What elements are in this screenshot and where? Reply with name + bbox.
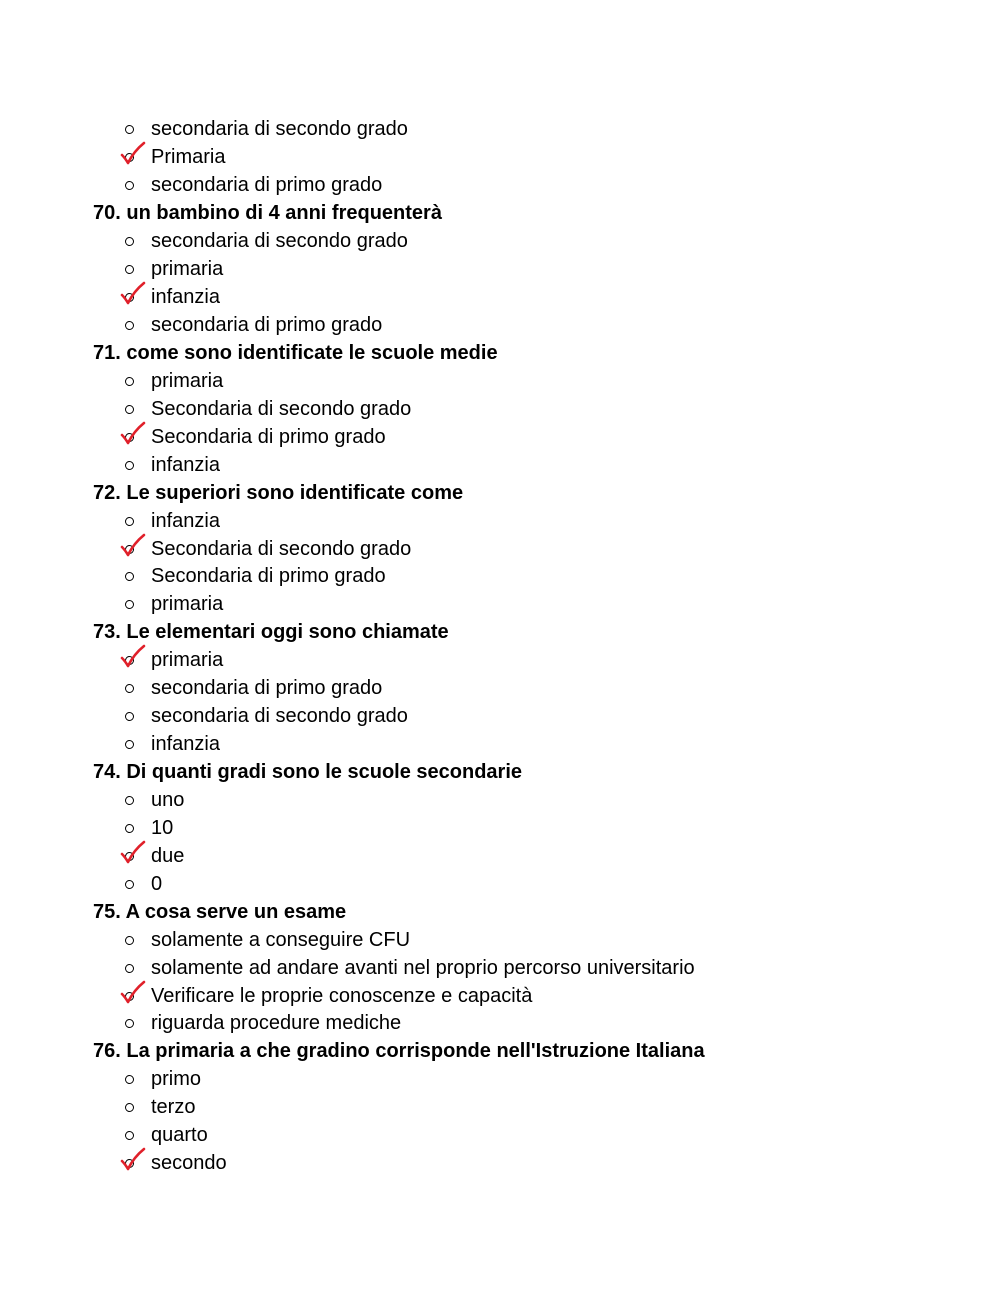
option-label: primaria (151, 593, 224, 616)
answer-option[interactable] (0, 367, 1000, 395)
circle-icon (125, 600, 134, 609)
answer-option[interactable] (0, 172, 1000, 200)
answer-option[interactable] (0, 731, 1000, 759)
radio-bullet-icon[interactable] (122, 983, 151, 1010)
option-label: due (151, 844, 185, 867)
option-label: quarto (151, 1124, 208, 1147)
radio-bullet-icon[interactable] (122, 927, 151, 954)
checkmark-icon (120, 840, 146, 868)
option-label: Secondaria di secondo grado (151, 397, 412, 420)
answer-option[interactable] (0, 814, 1000, 842)
question-heading: 76. La primaria a che gradino corrisponde nell'Istruzione Italiana (93, 1040, 705, 1063)
radio-bullet-icon[interactable] (122, 647, 151, 674)
radio-bullet-icon[interactable] (122, 955, 151, 982)
option-label: primo (151, 1068, 202, 1091)
circle-icon (125, 1131, 134, 1140)
answer-option-checked[interactable] (0, 144, 1000, 172)
circle-icon (125, 880, 134, 889)
answer-option[interactable] (0, 926, 1000, 954)
answer-option-checked[interactable] (0, 982, 1000, 1010)
circle-icon (125, 964, 134, 973)
answer-option[interactable] (0, 395, 1000, 423)
option-label: Secondaria di primo grado (151, 565, 386, 588)
answer-option[interactable] (0, 675, 1000, 703)
answer-option[interactable] (0, 1094, 1000, 1122)
radio-bullet-icon[interactable] (122, 312, 151, 339)
radio-bullet-icon[interactable] (122, 172, 151, 199)
answer-option[interactable] (0, 507, 1000, 535)
answer-option[interactable] (0, 870, 1000, 898)
option-label: uno (151, 788, 185, 811)
radio-bullet-icon[interactable] (122, 284, 151, 311)
option-label: Secondaria di secondo grado (151, 537, 412, 560)
circle-icon (125, 265, 134, 274)
circle-icon (125, 237, 134, 246)
answer-option[interactable] (0, 1010, 1000, 1038)
radio-bullet-icon[interactable] (122, 815, 151, 842)
answer-option-checked[interactable] (0, 535, 1000, 563)
option-label: secondaria di secondo grado (151, 230, 408, 253)
radio-bullet-icon[interactable] (122, 116, 151, 143)
answer-option[interactable] (0, 228, 1000, 256)
circle-icon (125, 517, 134, 526)
radio-bullet-icon[interactable] (122, 228, 151, 255)
circle-icon (125, 684, 134, 693)
answer-option[interactable] (0, 116, 1000, 144)
option-label: 10 (151, 816, 174, 839)
checkmark-icon (120, 644, 146, 672)
radio-bullet-icon[interactable] (122, 563, 151, 590)
answer-option[interactable] (0, 703, 1000, 731)
checkmark-icon (120, 1147, 146, 1175)
option-label: primaria (151, 258, 224, 281)
option-label: Secondaria di primo grado (151, 425, 386, 448)
circle-icon (125, 572, 134, 581)
question-heading: 71. come sono identificate le scuole medie (93, 341, 498, 364)
option-label: primaria (151, 369, 224, 392)
circle-icon (125, 405, 134, 414)
answer-option[interactable] (0, 954, 1000, 982)
radio-bullet-icon[interactable] (122, 1122, 151, 1149)
quiz-page (0, 116, 1000, 1178)
option-label: secondo (151, 1152, 227, 1175)
question-heading: 70. un bambino di 4 anni frequenterà (93, 202, 442, 225)
checkmark-icon (120, 533, 146, 561)
answer-option-checked[interactable] (0, 1150, 1000, 1178)
circle-icon (125, 461, 134, 470)
radio-bullet-icon[interactable] (122, 843, 151, 870)
circle-icon (125, 125, 134, 134)
option-label: infanzia (151, 733, 220, 756)
radio-bullet-icon[interactable] (122, 787, 151, 814)
radio-bullet-icon[interactable] (122, 1150, 151, 1177)
option-label: terzo (151, 1096, 196, 1119)
option-label: infanzia (151, 509, 220, 532)
circle-icon (125, 377, 134, 386)
checkmark-icon (120, 141, 146, 169)
answer-option[interactable] (0, 563, 1000, 591)
option-label: secondaria di primo grado (151, 677, 383, 700)
option-label: secondaria di primo grado (151, 314, 383, 337)
radio-bullet-icon[interactable] (122, 1010, 151, 1037)
option-label: solamente ad andare avanti nel proprio percorso universitario (151, 956, 695, 979)
circle-icon (125, 181, 134, 190)
option-label: 0 (151, 872, 163, 895)
radio-bullet-icon[interactable] (122, 591, 151, 618)
radio-bullet-icon[interactable] (122, 396, 151, 423)
answer-option[interactable] (0, 1122, 1000, 1150)
checkmark-icon (120, 281, 146, 309)
circle-icon (125, 321, 134, 330)
answer-option[interactable] (0, 787, 1000, 815)
circle-icon (125, 1075, 134, 1084)
radio-bullet-icon[interactable] (122, 256, 151, 283)
circle-icon (125, 1103, 134, 1112)
answer-option-checked[interactable] (0, 647, 1000, 675)
answer-option-checked[interactable] (0, 423, 1000, 451)
answer-option-checked[interactable] (0, 284, 1000, 312)
answer-option[interactable] (0, 1066, 1000, 1094)
radio-bullet-icon[interactable] (122, 1094, 151, 1121)
radio-bullet-icon[interactable] (122, 703, 151, 730)
option-label: infanzia (151, 453, 220, 476)
option-label: secondaria di secondo grado (151, 118, 408, 141)
question-heading: 75. A cosa serve un esame (93, 900, 347, 923)
circle-icon (125, 740, 134, 749)
circle-icon (125, 712, 134, 721)
radio-bullet-icon[interactable] (122, 1066, 151, 1093)
option-label: Verificare le proprie conoscenze e capacità (151, 984, 533, 1007)
question-heading: 72. Le superiori sono identificate come (93, 481, 464, 504)
option-label: secondaria di primo grado (151, 174, 383, 197)
question-heading: 74. Di quanti gradi sono le scuole secondarie (93, 761, 523, 784)
radio-bullet-icon[interactable] (122, 731, 151, 758)
answer-option[interactable] (0, 256, 1000, 284)
answer-option[interactable] (0, 312, 1000, 340)
option-label: infanzia (151, 286, 220, 309)
circle-icon (125, 1019, 134, 1028)
radio-bullet-icon[interactable] (122, 508, 151, 535)
radio-bullet-icon[interactable] (122, 675, 151, 702)
circle-icon (125, 936, 134, 945)
radio-bullet-icon[interactable] (122, 368, 151, 395)
answer-option-checked[interactable] (0, 842, 1000, 870)
question-heading: 73. Le elementari oggi sono chiamate (93, 621, 449, 644)
radio-bullet-icon[interactable] (122, 536, 151, 563)
circle-icon (125, 796, 134, 805)
option-label: solamente a conseguire CFU (151, 928, 411, 951)
option-label: riguarda procedure mediche (151, 1012, 402, 1035)
option-label: primaria (151, 649, 224, 672)
radio-bullet-icon[interactable] (122, 144, 151, 171)
answer-option[interactable] (0, 591, 1000, 619)
checkmark-icon (120, 980, 146, 1008)
radio-bullet-icon[interactable] (122, 871, 151, 898)
checkmark-icon (120, 421, 146, 449)
radio-bullet-icon[interactable] (122, 424, 151, 451)
circle-icon (125, 824, 134, 833)
option-label: Primaria (151, 146, 226, 169)
answer-option[interactable] (0, 451, 1000, 479)
option-label: secondaria di secondo grado (151, 705, 408, 728)
radio-bullet-icon[interactable] (122, 452, 151, 479)
